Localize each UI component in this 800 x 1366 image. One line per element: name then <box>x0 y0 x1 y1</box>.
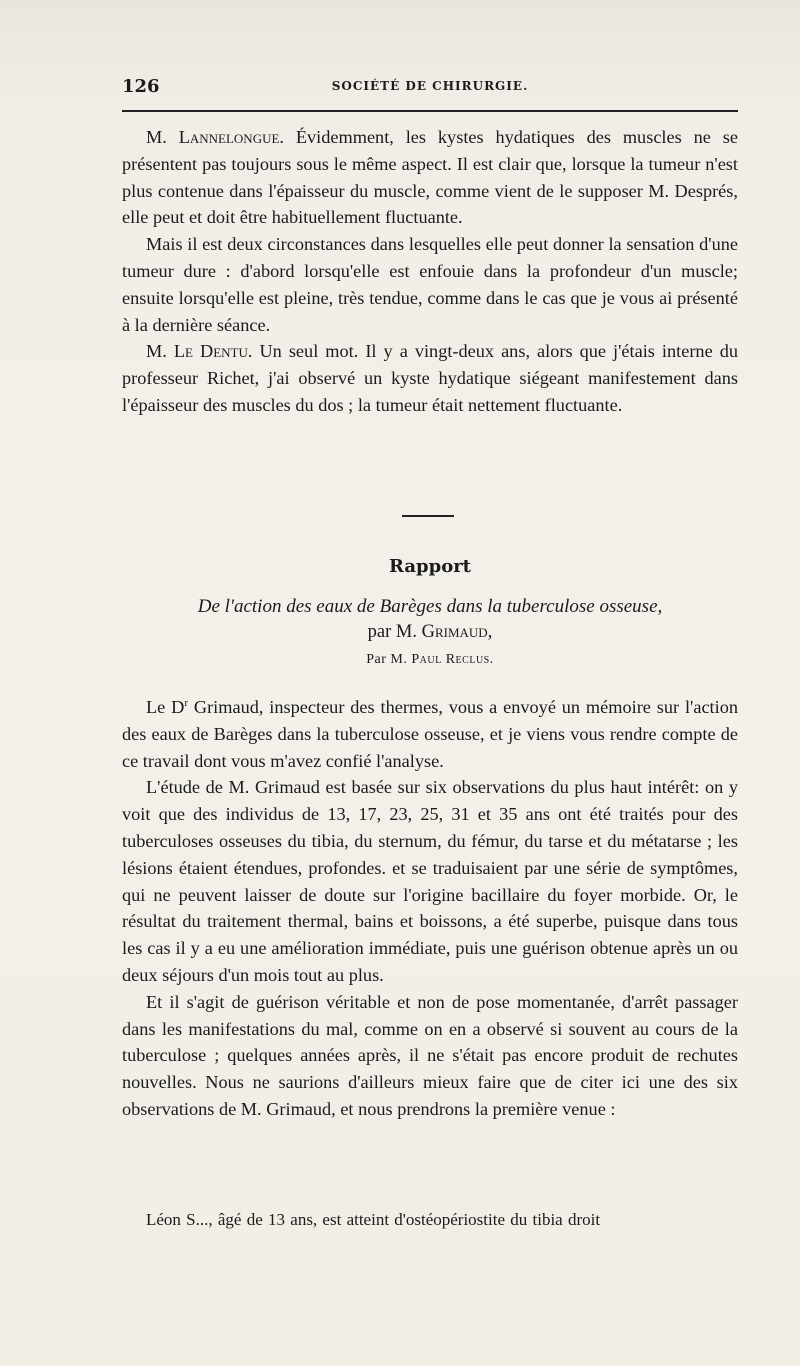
paragraph-text: Mais il est deux circonstances dans lesquelles elle peut donner la sensation d'une tumeur dure : d'abord lorsqu'elle est enfouie dans la profondeur d'un muscle; ensuite lorsqu'elle est pleine, très tendue, comme dans le cas que je vous ai présenté à la dernière séance. <box>122 234 738 335</box>
report-paragraph-1 <box>122 690 738 774</box>
discussion-block <box>122 124 738 419</box>
report-author <box>122 622 738 643</box>
report-paragraph-2: L'étude de M. Grimaud est basée sur six observations du plus haut intérêt: on y voit que des individus de 13, 17, 23, 25, 31 et 35 ans ont été traités pour des tuberculoses osseuses du tibia, du sternum, du fémur, du tarse et du métatarse ; les lésions étaient étendues, profondes. et se traduisaient par une série de symptômes, qui ne peuvent laisser de doute sur l'origine bacillaire du foyer morbide. Or, le résultat du traitement thermal, bains et boissons, a été superbe, puisque dans tous les cas il y a eu une amélioration immédiate, puis une guérison obtenue après un ou deux séjours d'un mois tout au plus. <box>122 777 738 986</box>
paragraph-lannelongue <box>122 124 738 231</box>
paragraph-text: Évidemment, les kystes hydatiques des muscles ne se présentent pas toujours sous le même aspect. Il est clair que, lorsque la tumeur n'est plus contenue dans l'épaisseur du muscle, comme vient de le supposer M. Després, elle peut et doit être habituellement fluctuante. <box>122 127 738 228</box>
section-heading: Rapport <box>388 556 471 577</box>
speaker-name: M. Le Dentu. <box>146 341 253 362</box>
reporter-name: Paul Reclus. <box>411 652 494 667</box>
speaker-name: M. Lannelongue. <box>146 127 284 147</box>
author-name: Grimaud, <box>421 622 493 642</box>
paragraph-text: Le D <box>146 697 185 718</box>
paragraph-le-dentu <box>122 338 738 418</box>
author-prefix: par M. <box>367 622 422 642</box>
doctor-superscript: r <box>184 697 189 709</box>
paragraph-text: Grimaud, inspecteur des thermes, vous a envoyé un mémoire sur l'action des eaux de Barèges dans la tuberculose osseuse, et je viens vous rendre compte de ce travail dont vous m'avez confié l'analyse. <box>122 697 738 771</box>
header-rule <box>122 110 738 112</box>
paragraph-text: Un seul mot. Il y a vingt-deux ans, alors que j'étais interne du professeur Richet, j'ai observé un kyste hydatique siégeant manifestement dans l'épaisseur des muscles du dos ; la tumeur était nettement fluctuante. <box>122 341 738 415</box>
section-separator <box>402 515 454 517</box>
observation-first-line: Léon S..., âgé de 13 ans, est atteint d'ostéopériostite du tibia droit <box>146 1210 601 1229</box>
reporter-prefix: Par M. <box>366 652 412 667</box>
paragraph-lannelongue-continued <box>122 231 738 338</box>
report-body <box>122 690 738 1123</box>
page-header <box>122 76 738 102</box>
report-subtitle: De l'action des eaux de Barèges dans la tuberculose osseuse, <box>197 596 663 617</box>
running-head: SOCIÉTÉ DE CHIRURGIE. <box>331 79 529 93</box>
report-reporter <box>122 652 738 668</box>
page-number: 126 <box>122 76 160 97</box>
report-paragraph-3: Et il s'agit de guérison véritable et non de pose momentanée, d'arrêt passager dans les manifestations du mal, comme on en a observé si souvent au cours de la tuberculose ; quelques années après, il ne s'était pas encore produit de rechutes nouvelles. Nous ne saurions d'ailleurs mieux faire que de citer ici une des six observations de M. Grimaud, et nous prendrons la première venue : <box>122 991 738 1120</box>
